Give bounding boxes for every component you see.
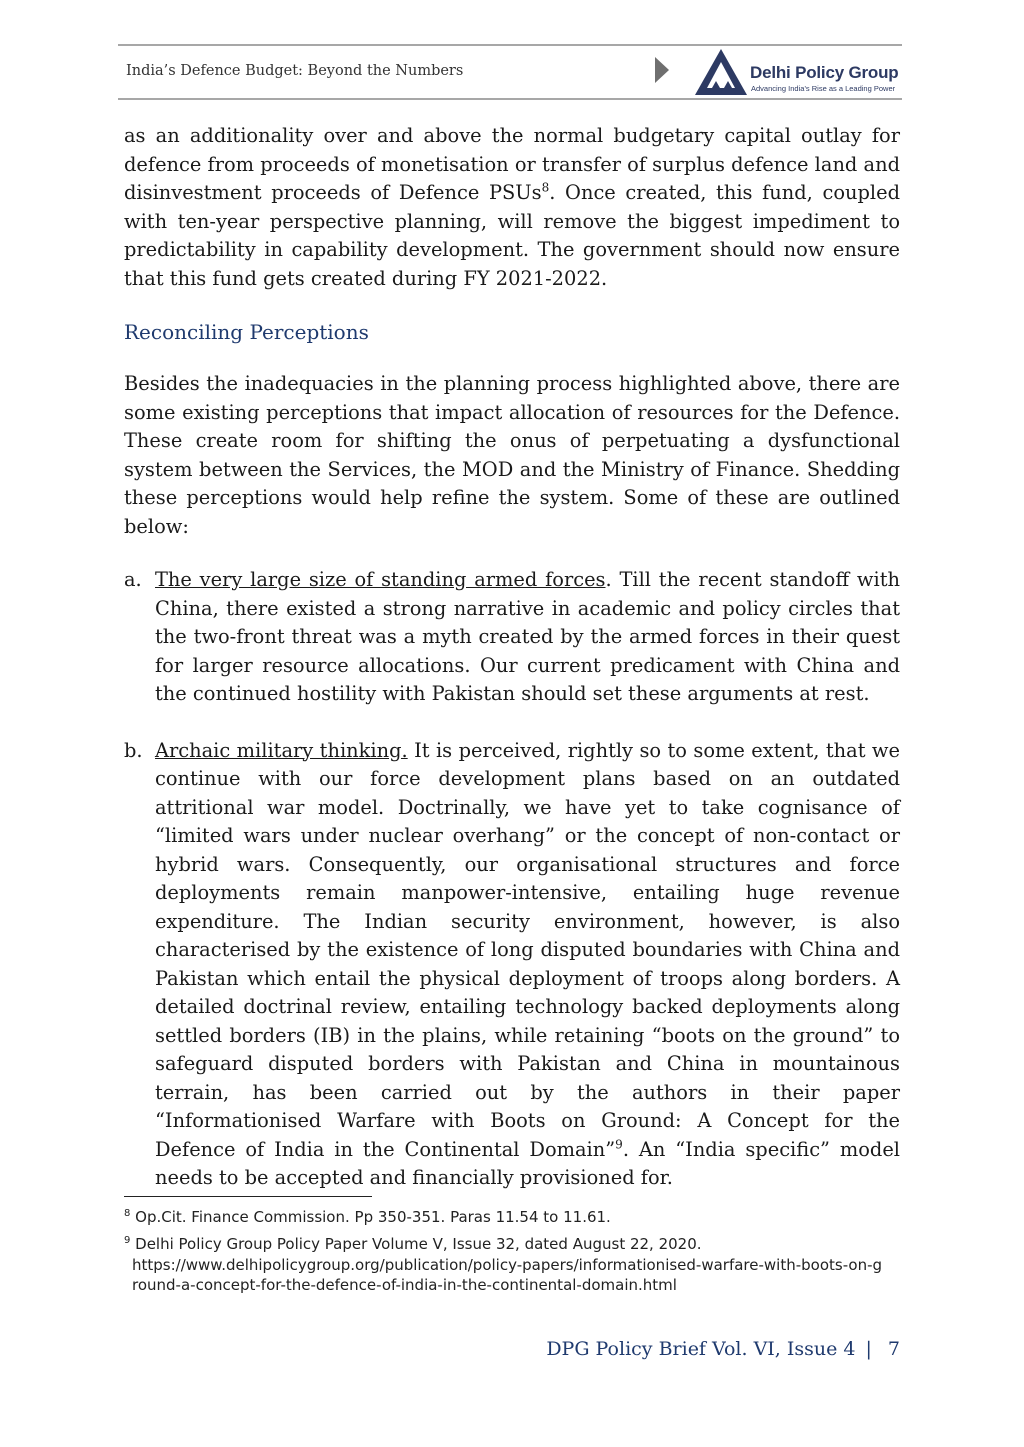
footnote-9: $^9$ Delhi Policy Group Policy Paper Volume V, Issue 32, dated August 22, 2020. https://www.delhipolicygroup.org/publication/policy-papers/informationised-warfare-with-boots-on-ground-a-concept-for-the-defence-of-india-in-the-continental-domain.html [124,1235,883,1294]
page-content [124,122,900,1193]
list-marker: a. [124,568,142,591]
page-number: 7 [887,1338,900,1360]
list-item-a: a. The very large size of standing armed forces. Till the recent standoff with China, there existed a strong narrative in academic and policy circles that the two-front threat was a myth created by the armed forces in their quest for larger resource allocations. Our current predicament with China and the continued hostility with Pakistan should set these arguments at rest. [124,568,900,705]
footnote-ref-9[interactable]: 9 [615,1137,623,1152]
running-title: India’s Defence Budget: Beyond the Numbers [126,63,464,79]
publication-label: DPG Policy Brief Vol. VI, Issue 4 [546,1338,856,1360]
list-item-title: Archaic military thinking. [155,738,408,762]
paragraph-continuation: as an additionality over and above the normal budgetary capital outlay for defence from proceeds of monetisation or transfer of surplus defence land and disinvestment proceeds of Defence PSUs$^8$. Once created, this fund, coupled with ten-year perspective planning, will remove the biggest impediment to predictability in capability development. The government should now ensure that this fund gets created during FY 2021-2022. [124,124,901,290]
triangle-arrow-icon [655,57,669,83]
footer-separator: | [865,1338,872,1360]
dpg-logo-icon [694,48,748,96]
list-item-b: b. Archaic military thinking. It is perceived, rightly so to some extent, that we continue with our force development plans based on an outdated attritional war model. Doctrinally, we have yet to take cognisance of “limited wars under nuclear overhang” or the concept of non-contact or hybrid wars. Consequently, our organisational structures and force deployments remain manpower-intensive, entailing huge revenue expenditure. The Indian security environment, however, is also characterised by the existence of long disputed boundaries with China and Pakistan which entail the physical deployment of troops along borders. A detailed doctrinal review, entailing technology backed deployments along settled borders (IB) in the plains, while retaining “boots on the ground” to safeguard disputed borders with Pakistan and China in mountainous terrain, has been carried out by the authors in their paper “Informationised Warfare with Boots on Ground: A Concept for the Defence of India in the Continental Domain”$^9$. An “India specific” model needs to be accepted and financially provisioned for. [124,738,900,1189]
list-marker: b. [124,738,143,762]
footnote-divider [124,1196,372,1197]
footnote-8: $^8$ Op.Cit. Finance Commission. Pp 350-351. Paras 11.54 to 11.61. [124,1208,611,1226]
header-rule-top [118,44,902,46]
section-heading: Reconciling Perceptions [124,320,369,344]
page-footer [546,1338,900,1360]
logo-tagline: Advancing India’s Rise as a Leading Power [751,84,896,93]
list-item-title: The very large size of standing armed forces [155,568,606,591]
logo-name: Delhi Policy Group [750,63,899,82]
footnote-link[interactable]: https://www.delhipolicygroup.org/publication/policy-papers/informationised-warfare-with-boots-on-ground-a-concept-for-the-defence-of-india-in-the-continental-domain.html [132,1255,883,1294]
paragraph-intro: Besides the inadequacies in the planning process highlighted above, there are some existing perceptions that impact allocation of resources for the Defence. These create room for shifting the onus of perpetuating a dysfunctional system between the Services, the MOD and the Ministry of Finance. Shedding these perceptions would help refine the system. Some of these are outlined below: [124,372,900,538]
footnote-ref-8[interactable]: 8 [541,180,550,195]
header-rule-bottom [118,98,902,100]
